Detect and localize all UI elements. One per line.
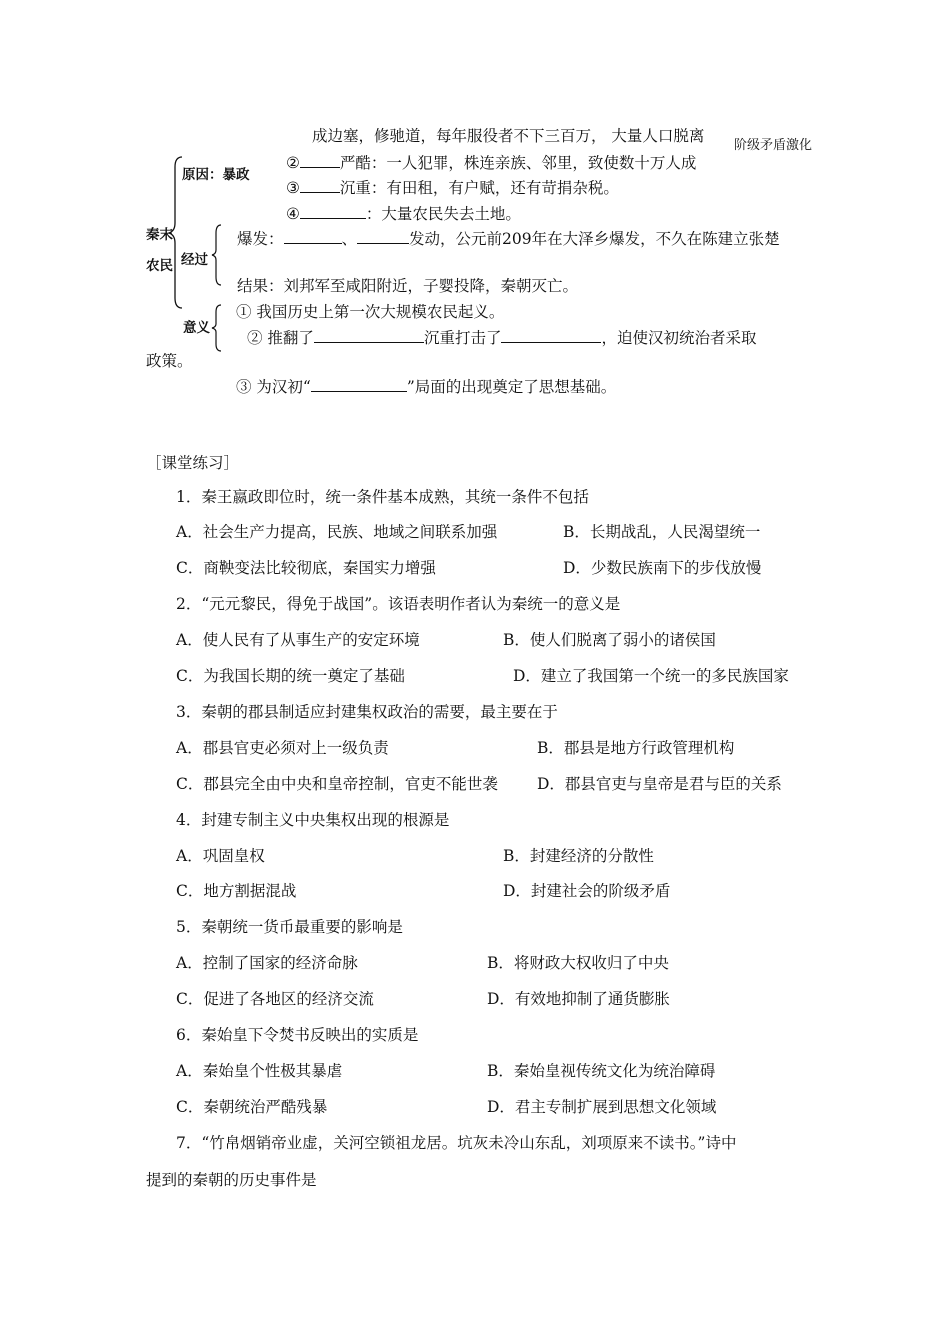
outbreak <box>237 228 780 249</box>
option-4b: B．封建经济的分散性 <box>503 847 654 865</box>
cause-4-text: ：大量农民失去土地。 <box>365 205 521 223</box>
option-4a: A．巩固皇权 <box>176 847 265 865</box>
option-6c: C．秦朝统治严酷残暴 <box>176 1098 328 1116</box>
result-text: 结果：刘邦军至咸阳附近，子婴投降，秦朝灭亡。 <box>237 277 579 295</box>
cause-3-text: 沉重：有田租，有户赋，还有苛捐杂税。 <box>339 179 619 197</box>
process-brace <box>211 224 223 286</box>
question-3: 3．秦朝的郡县制适应封建集权政治的需要，最主要在于 <box>176 703 558 721</box>
process-label: 经过 <box>181 252 208 268</box>
outbreak-text: 发动，公元前209年在大泽乡爆发，不久在陈建立张楚 <box>409 230 780 248</box>
question-4: 4．封建专制主义中央集权出现的根源是 <box>176 811 450 829</box>
option-5c: C．促进了各地区的经济交流 <box>176 990 374 1008</box>
blank <box>300 203 366 219</box>
cause-4-num: ④ <box>286 205 300 223</box>
cause-2 <box>286 152 736 173</box>
option-2c: C．为我国长期的统一奠定了基础 <box>176 667 405 685</box>
outbreak-prefix: 爆发： <box>237 230 284 248</box>
meaning-1: ① 我国历史上第一次大规模农民起义。 <box>236 303 505 321</box>
outline-line-top: 成边塞，修驰道，每年服役者不下三百万， 大量人口脱离 <box>312 127 705 145</box>
option-6d: D．君主专制扩展到思想文化领域 <box>487 1098 717 1116</box>
meaning-2-cont: 政策。 <box>146 352 193 370</box>
outbreak-sep: 、 <box>341 230 358 248</box>
blank <box>284 228 342 244</box>
option-1b: B．长期战乱，人民渴望统一 <box>563 523 761 541</box>
topic-1: 秦末 <box>146 227 173 243</box>
meaning-3 <box>236 376 616 397</box>
question-7-cont: 提到的秦朝的历史事件是 <box>146 1171 317 1189</box>
blank <box>357 228 409 244</box>
option-2d: D．建立了我国第一个统一的多民族国家 <box>513 667 789 685</box>
meaning-brace <box>211 304 223 352</box>
blank <box>501 327 601 343</box>
blank <box>314 327 424 343</box>
question-2: 2．“元元黎民，得免于战国”。该语表明作者认为秦统一的意义是 <box>176 595 621 613</box>
blank <box>300 152 340 168</box>
cause-3-num: ③ <box>286 179 300 197</box>
question-5: 5．秦朝统一货币最重要的影响是 <box>176 918 403 936</box>
question-7: 7．“竹帛烟销帝业虚，关河空锁祖龙居。坑灰未冷山东乱，刘项原来不读书。”诗中 <box>176 1134 737 1152</box>
meaning-2-c: ，迫使汉初统治者采取 <box>601 329 757 347</box>
option-2a: A．使人民有了从事生产的安定环境 <box>176 631 420 649</box>
option-5a: A．控制了国家的经济命脉 <box>176 954 358 972</box>
meaning-label: 意义 <box>183 320 210 336</box>
cause-2-text: 严酷：一人犯罪，株连亲族、邻里，致使数十万人成 <box>339 154 697 172</box>
blank <box>300 177 340 193</box>
meaning-3-a: ③ 为汉初“ <box>236 378 311 396</box>
meaning-2-b: 沉重打击了 <box>423 329 502 347</box>
option-3a: A．郡县官吏必须对上一级负责 <box>176 739 389 757</box>
meaning-2-a: ② 推翻了 <box>247 329 314 347</box>
blank <box>311 376 407 392</box>
topic-2: 农民 <box>146 258 173 274</box>
option-3c: C．郡县完全由中央和皇帝控制，官吏不能世袭 <box>176 775 498 793</box>
option-6a: A．秦始皇个性极其暴虐 <box>176 1062 343 1080</box>
option-4d: D．封建社会的阶级矛盾 <box>503 882 671 900</box>
option-6b: B．秦始皇视传统文化为统治障碍 <box>487 1062 716 1080</box>
option-3d: D．郡县官吏与皇帝是君与臣的关系 <box>537 775 782 793</box>
option-3b: B．郡县是地方行政管理机构 <box>537 739 735 757</box>
option-5b: B．将财政大权收归了中央 <box>487 954 669 972</box>
option-4c: C．地方割据混战 <box>176 882 297 900</box>
question-1: 1．秦王嬴政即位时，统一条件基本成熟，其统一条件不包括 <box>176 488 589 506</box>
cause-label: 原因：暴政 <box>182 167 250 183</box>
option-1a: A．社会生产力提高，民族、地域之间联系加强 <box>176 523 498 541</box>
question-6: 6．秦始皇下令焚书反映出的实质是 <box>176 1026 419 1044</box>
option-1c: C．商鞅变法比较彻底，秦国实力增强 <box>176 559 436 577</box>
exercise-header: ［课堂练习］ <box>146 454 240 472</box>
option-1d: D．少数民族南下的步伐放慢 <box>563 559 762 577</box>
option-5d: D．有效地抑制了通货膨胀 <box>487 990 670 1008</box>
cause-4 <box>286 203 521 224</box>
option-2b: B．使人们脱离了弱小的诸侯国 <box>503 631 716 649</box>
side-note: 阶级矛盾激化 <box>734 138 813 153</box>
meaning-2 <box>247 327 756 348</box>
meaning-3-b: ”局面的出现奠定了思想基础。 <box>406 378 617 396</box>
cause-3 <box>286 177 619 198</box>
cause-2-num: ② <box>286 154 300 172</box>
